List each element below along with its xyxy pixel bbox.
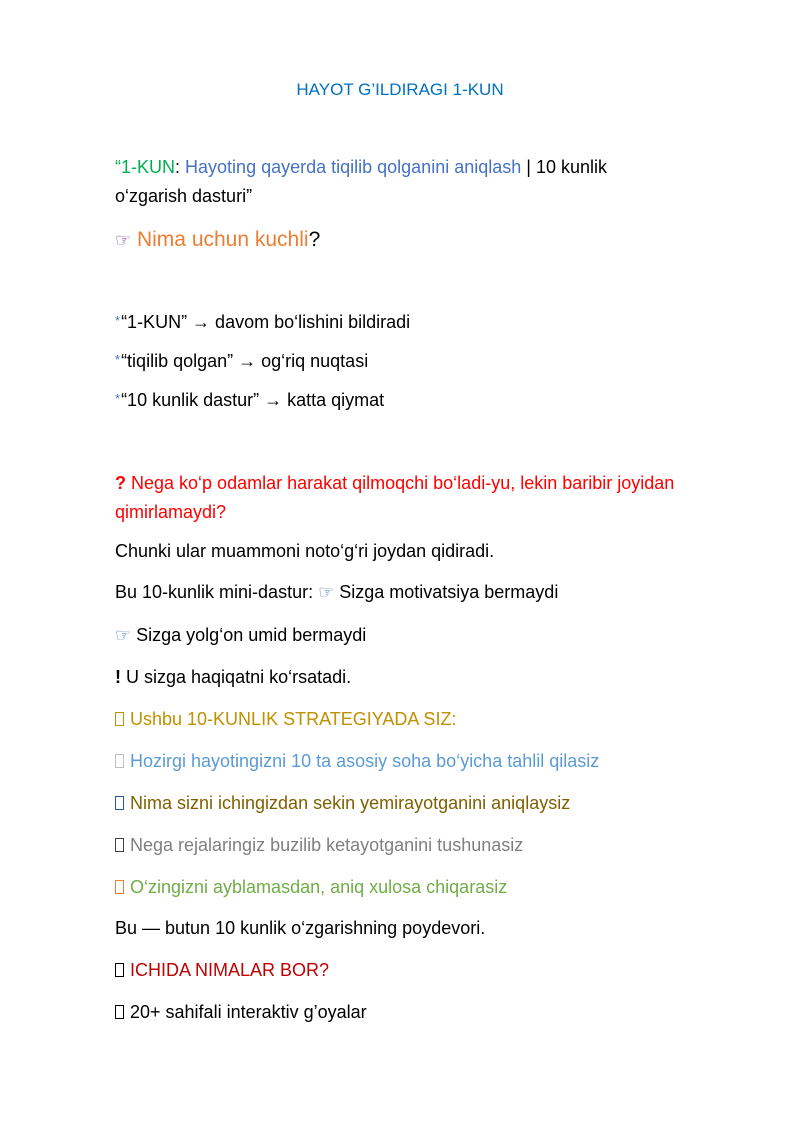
missing-glyph-box-icon xyxy=(115,754,124,768)
strategy-heading-text: Ushbu 10-KUNLIK STRATEGIYADA SIZ: xyxy=(130,709,457,729)
intro-line-1 xyxy=(115,153,740,181)
question-line-2: qimirlamaydi? xyxy=(115,502,227,522)
missing-glyph-box-icon xyxy=(115,796,124,810)
inside-item-text: 20+ sahifali interaktiv g’oyalar xyxy=(130,1002,367,1022)
why-heading xyxy=(115,226,740,255)
strategy-item-text: Nima sizni ichingizdan sekin yemirayotganini aniqlaysiz xyxy=(130,793,571,813)
foundation-text: Bu — butun 10 kunlik o‘zgarishning poydevori. xyxy=(115,918,486,938)
bullet-item xyxy=(115,385,740,414)
bullet-text: “tiqilib qolgan” → og‘riq nuqtasi xyxy=(121,351,369,371)
no-hope-text: Sizga yolg‘on umid bermaydi xyxy=(131,625,367,645)
exclamation-icon: ! xyxy=(115,667,121,687)
document-title: HAYOT G’ILDIRAGI 1-KUN xyxy=(296,80,504,99)
strategy-item-text: Nega rejalaringiz buzilib ketayotganini tushunasiz xyxy=(130,835,524,855)
strategy-item xyxy=(115,789,740,817)
strategy-item xyxy=(115,873,740,901)
why-question-mark: ? xyxy=(308,228,321,251)
inside-item xyxy=(115,998,740,1026)
bullet-item xyxy=(115,307,740,336)
no-hope-line xyxy=(115,621,740,650)
strategy-item xyxy=(115,747,740,775)
bullet-item xyxy=(115,346,740,375)
program-text: Sizga motivatsiya bermaydi xyxy=(334,582,559,602)
bullet-text: “10 kunlik dastur” → katta qiymat xyxy=(121,390,385,410)
missing-glyph-box-icon xyxy=(115,1005,124,1019)
question-text: Nega ko‘p odamlar harakat qilmoqchi bo‘ladi-yu, lekin baribir joyidan xyxy=(126,473,675,493)
missing-glyph-box-icon xyxy=(115,963,124,977)
pointing-hand-icon: ☞ xyxy=(318,582,335,603)
inside-heading-text: ICHIDA NIMALAR BOR? xyxy=(130,960,330,980)
question-mark-icon: ? xyxy=(115,473,126,493)
strategy-item-text: O‘zingizni ayblamasdan, aniq xulosa chiqarasiz xyxy=(130,877,508,897)
strategy-heading xyxy=(115,705,740,733)
intro-colon: : xyxy=(175,157,186,177)
pointing-hand-icon: ☞ xyxy=(115,230,132,251)
bullet-text: “1-KUN” → davom bo‘lishini bildiradi xyxy=(121,312,411,332)
why-text: Nima uchun kuchli xyxy=(131,228,309,251)
question-line-1 xyxy=(115,469,740,497)
truth-line xyxy=(115,663,740,691)
intro-topic: Hayoting qayerda tiqilib qolganini aniqlash xyxy=(185,157,522,177)
answer-text: Chunki ular muammoni noto‘g‘ri joydan qidiradi. xyxy=(115,541,495,561)
asterisk-icon: * xyxy=(115,352,121,367)
program-prefix: Bu 10-kunlik mini-dastur: xyxy=(115,582,319,602)
intro-day-label: “1-KUN xyxy=(115,157,176,177)
asterisk-icon: * xyxy=(115,313,121,328)
missing-glyph-box-icon xyxy=(115,880,124,894)
intro-line-2: o‘zgarish dasturi” xyxy=(115,186,253,206)
asterisk-icon: * xyxy=(115,391,121,406)
pointing-hand-icon: ☞ xyxy=(115,625,132,646)
strategy-item xyxy=(115,831,740,859)
missing-glyph-box-icon xyxy=(115,838,124,852)
program-line xyxy=(115,578,740,607)
strategy-item-text: Hozirgi hayotingizni 10 ta asosiy soha bo‘yicha tahlil qilasiz xyxy=(130,751,600,771)
missing-glyph-box-icon xyxy=(115,712,124,726)
inside-heading xyxy=(115,956,740,984)
intro-rest: | 10 kunlik xyxy=(521,157,607,177)
truth-text: U sizga haqiqatni ko‘rsatadi. xyxy=(121,667,352,687)
